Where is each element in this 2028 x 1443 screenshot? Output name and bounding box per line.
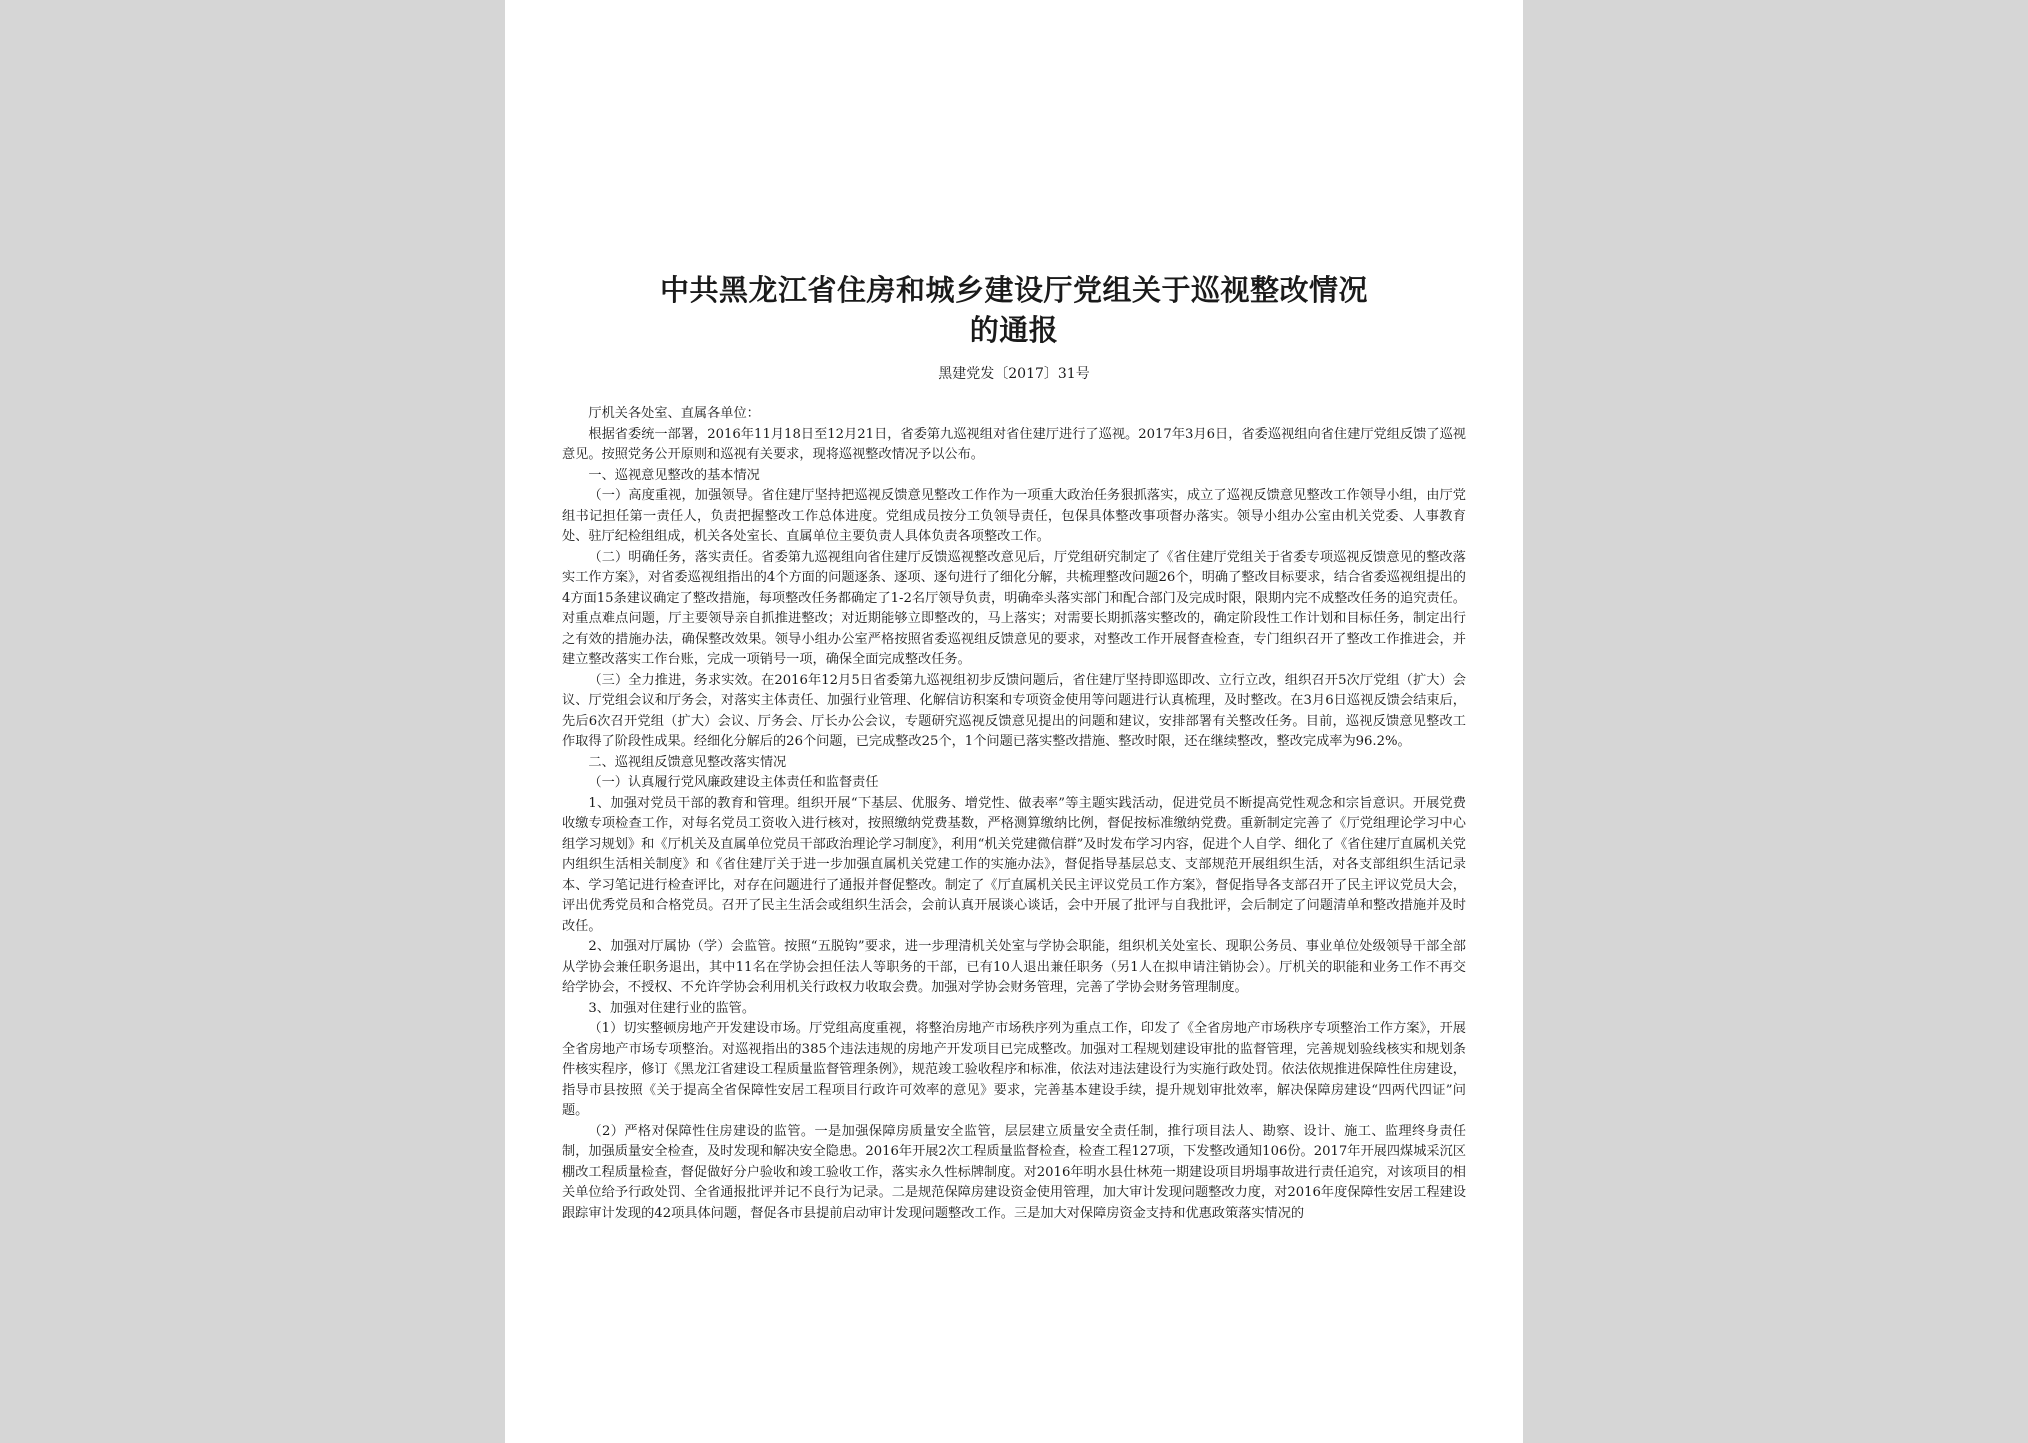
document-body bbox=[562, 404, 1466, 1224]
paragraph: （一）高度重视，加强领导。省住建厅坚持把巡视反馈意见整改工作作为一项重大政治任务狠抓落实，成立了巡视反馈意见整改工作领导小组，由厅党组书记担任第一责任人，负责把握整改工作总体进度。党组成员按分工负领导责任，包保具体整改事项督办落实。领导小组办公室由机关党委、人事教育处、驻厅纪检组组成，机关各处室长、直属单位主要负责人具体负责各项整改工作。 bbox=[562, 488, 1466, 544]
document-number: 黑建党发〔2017〕31号 bbox=[938, 366, 1090, 382]
paragraph: （1）切实整顿房地产开发建设市场。厅党组高度重视，将整治房地产市场秩序列为重点工作，印发了《全省房地产市场秩序专项整治工作方案》，开展全省房地产市场专项整治。对巡视指出的385个违法违规的房地产开发项目已完成整改。加强对工程规划建设审批的监督管理，完善规划验线核实和规划条件核实程序，修订《黑龙江省建设工程质量监督管理条例》，规范竣工验收程序和标准，依法对违法建设行为实施行政处罚。依法依规推进保障性住房建设，指导市县按照《关于提高全省保障性安居工程项目行政许可效率的意见》要求，完善基本建设手续，提升规划审批效率，解决保障房建设“四两代四证”问题。 bbox=[562, 1021, 1466, 1118]
paragraph: 根据省委统一部署，2016年11月18日至12月21日，省委第九巡视组对省住建厅进行了巡视。2017年3月6日，省委巡视组向省住建厅党组反馈了巡视意见。按照党务公开原则和巡视有关要求，现将巡视整改情况予以公布。 bbox=[562, 426, 1466, 462]
section-heading: 二、巡视组反馈意见整改落实情况 bbox=[588, 754, 787, 770]
document-title-line-1: 中共黑龙江省住房和城乡建设厅党组关于巡视整改情况 bbox=[659, 273, 1368, 307]
paragraph: （二）明确任务，落实责任。省委第九巡视组向省住建厅反馈巡视整改意见后，厅党组研究制定了《省住建厅党组关于省委专项巡视反馈意见的整改落实工作方案》，对省委巡视组指出的4个方面的问题逐条、逐项、逐句进行了细化分解，共梳理整改问题26个，明确了整改目标要求，结合省委巡视组提出的4方面15条建议确定了整改措施，每项整改任务都确定了1-2名厅领导负责，明确牵头落实部门和配合部门及完成时限，限期内完不成整改任务的追究责任。对重点难点问题，厅主要领导亲自抓推进整改；对近期能够立即整改的，马上落实；对需要长期抓落实整改的，确定阶段性工作计划和目标任务，制定出行之有效的措施办法，确保整改效果。领导小组办公室严格按照省委巡视组反馈意见的要求，对整改工作开展督查检查，专门组织召开了整改工作推进会，并建立整改落实工作台账，完成一项销号一项，确保全面完成整改任务。 bbox=[562, 549, 1466, 667]
subsection-heading: 3、加强对住建行业的监管。 bbox=[588, 1000, 756, 1016]
addressee: 厅机关各处室、直属各单位： bbox=[588, 406, 760, 421]
subsection-heading: （一）认真履行党风廉政建设主体责任和监督责任 bbox=[588, 775, 879, 790]
document-title-line-2: 的通报 bbox=[969, 313, 1059, 347]
paragraph: 2、加强对厅属协（学）会监管。按照“五脱钩”要求，进一步理清机关处室与学协会职能，组织机关处室长、现职公务员、事业单位处级领导干部全部从学协会兼任职务退出，其中11名在学协会担任法人等职务的干部，已有10人退出兼任职务（另1人在拟申请注销协会）。厅机关的职能和业务工作不再交给学协会，不授权、不允许学协会利用机关行政权力收取会费。加强对学协会财务管理，完善了学协会财务管理制度。 bbox=[562, 939, 1466, 995]
section-heading: 一、巡视意见整改的基本情况 bbox=[588, 467, 760, 483]
paragraph: （三）全力推进，务求实效。在2016年12月5日省委第九巡视组初步反馈问题后，省住建厅坚持即巡即改、立行立改，组织召开5次厅党组（扩大）会议、厅党组会议和厅务会，对落实主体责任、加强行业管理、化解信访积案和专项资金使用等问题进行认真梳理，及时整改。在3月6日巡视反馈会结束后，先后6次召开党组（扩大）会议、厅务会、厅长办公会议，专题研究巡视反馈意见提出的问题和建议，安排部署有关整改任务。目前，巡视反馈意见整改工作取得了阶段性成果。经细化分解后的26个问题，已完成整改25个，1个问题已落实整改措施、整改时限，还在继续整改，整改完成率为96.2%。 bbox=[562, 672, 1466, 749]
document-title bbox=[562, 270, 1466, 350]
paragraph: 1、加强对党员干部的教育和管理。组织开展“下基层、优服务、增党性、做表率”等主题实践活动，促进党员不断提高党性观念和宗旨意识。开展党费收缴专项检查工作，对每名党员工资收入进行核对，按照缴纳党费基数，严格测算缴纳比例，督促按标准缴纳党费。重新制定完善了《厅党组理论学习中心组学习规划》和《厅机关及直属单位党员干部政治理论学习制度》，利用“机关党建微信群”及时发布学习内容，促进个人自学、细化了《省住建厅直属机关党内组织生活相关制度》和《省住建厅关于进一步加强直属机关党建工作的实施办法》，督促指导基层总支、支部规范开展组织生活，对各支部组织生活记录本、学习笔记进行检查评比，对存在问题进行了通报并督促整改。制定了《厅直属机关民主评议党员工作方案》，督促指导各支部召开了民主评议党员大会，评出优秀党员和合格党员。召开了民主生活会或组织生活会，会前认真开展谈心谈话，会中开展了批评与自我批评，会后制定了问题清单和整改措施并及时改任。 bbox=[562, 795, 1466, 934]
paragraph: （2）严格对保障性住房建设的监管。一是加强保障房质量安全监管，层层建立质量安全责任制，推行项目法人、勘察、设计、施工、监理终身责任制，加强质量安全检查，及时发现和解决安全隐患。2016年开展2次工程质量监督检查，检查工程127项，下发整改通知106份。2017年开展四煤城采沉区棚改工程质量检查，督促做好分户验收和竣工验收工作，落实永久性标牌制度。对2016年明水县仕林苑一期建设项目坍塌事故进行责任追究，对该项目的相关单位给予行政处罚、全省通报批评并记不良行为记录。二是规范保障房建设资金使用管理，加大审计发现问题整改力度，对2016年度保障性安居工程建设跟踪审计发现的42项具体问题，督促各市县提前启动审计发现问题整改工作。三是加大对保障房资金支持和优惠政策落实情况的 bbox=[562, 1123, 1466, 1221]
document-page bbox=[505, 0, 1523, 1443]
